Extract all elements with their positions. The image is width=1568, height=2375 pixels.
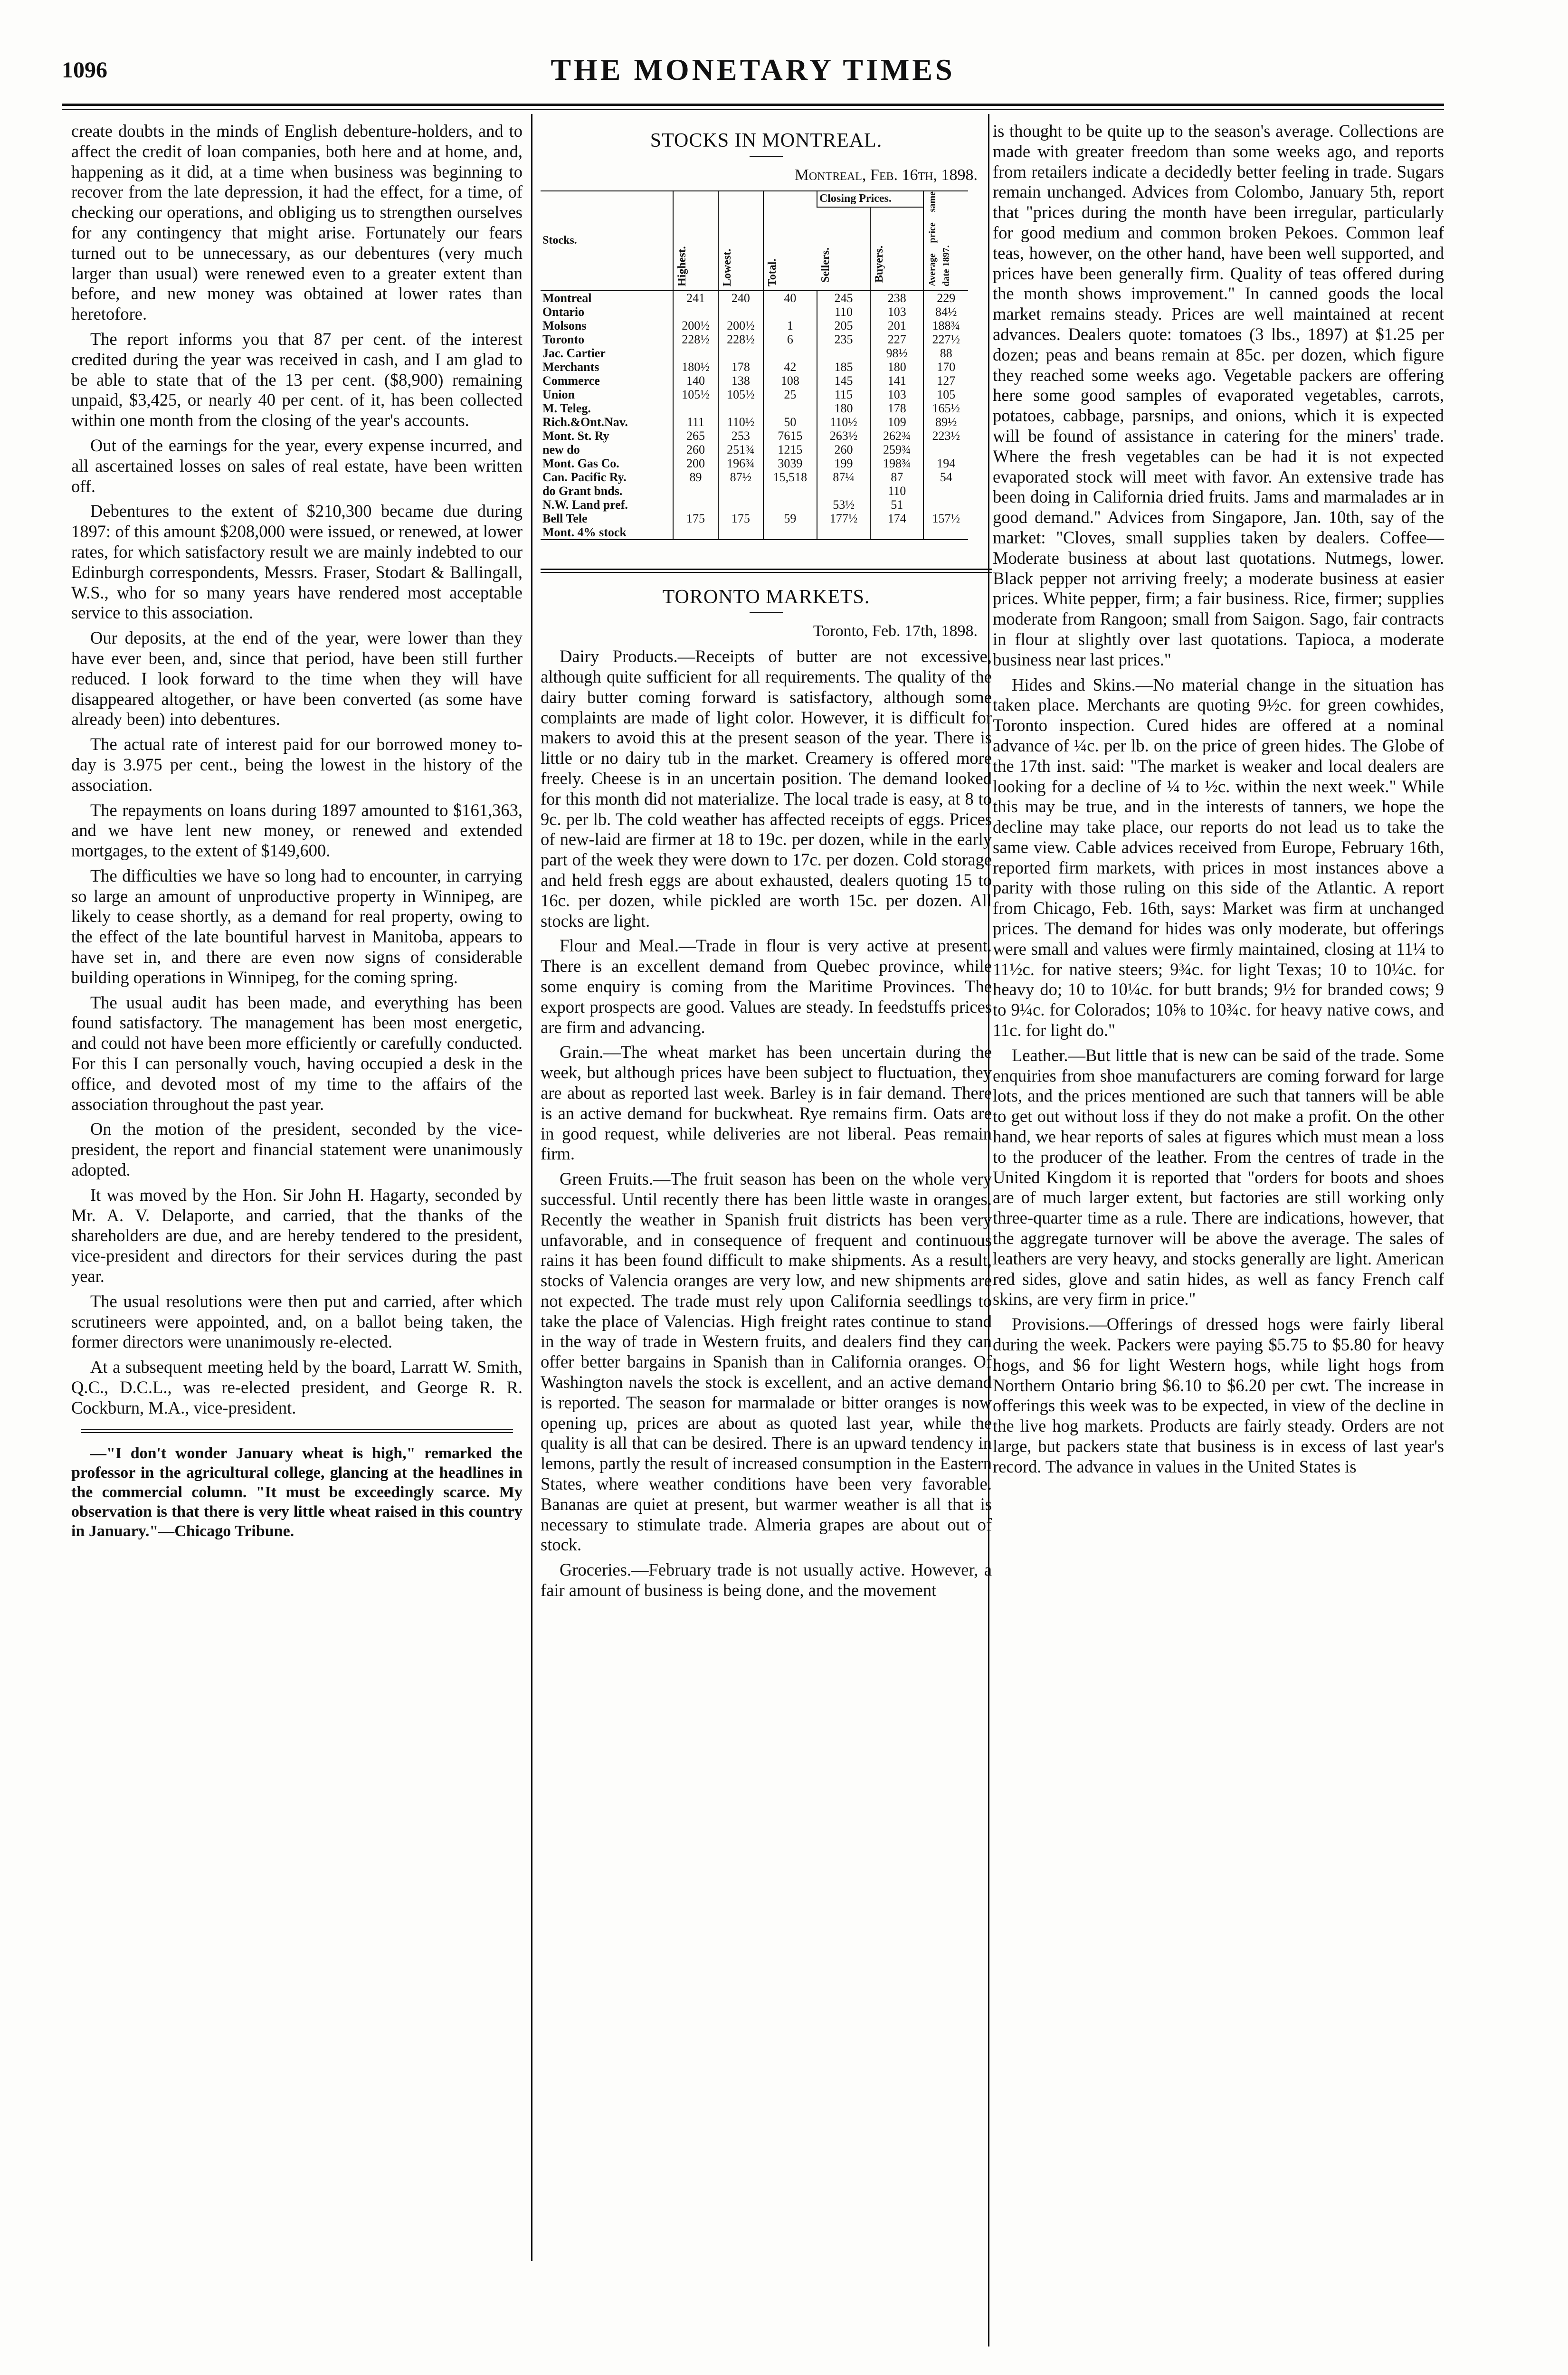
title-rule <box>750 156 783 157</box>
stock-name: Bell Tele <box>542 511 588 525</box>
stock-value: 175 <box>718 512 763 525</box>
stock-name: Montreal <box>542 291 592 305</box>
stock-value: 108 <box>763 374 817 388</box>
stock-value: 1 <box>763 319 817 332</box>
section-rule <box>541 569 992 573</box>
stock-value: 185 <box>817 360 870 374</box>
paragraph: It was moved by the Hon. Sir John H. Hagarty, seconded by Mr. A. V. Delaporte, and carried, that the thanks of the shareholders are due, and are hereby tendered to the president, vice-president and directors for their services during the past year. <box>71 1185 523 1286</box>
stock-value: 229 <box>923 291 968 305</box>
stock-value: 227 <box>870 332 923 346</box>
column-right <box>993 121 1444 1482</box>
stock-value: 238 <box>870 291 923 305</box>
stock-value: 110 <box>870 484 923 498</box>
stock-value: 198¾ <box>870 456 923 470</box>
stock-value: 115 <box>817 388 870 401</box>
stock-value: 180 <box>870 360 923 374</box>
stock-value: 205 <box>817 319 870 332</box>
paragraph: Debentures to the extent of $210,300 became due during 1897: of this amount $208,000 were issued, or renewed, at lower rates, for which satisfactory result we are mainly indebted to our Edinburgh correspondents, Messrs. Fraser, Stodart & Ballingall, W.S., who for so many years have rendered most acceptable service to this association. <box>71 501 523 623</box>
paragraph: The repayments on loans during 1897 amounted to $161,363, and we have lent new money, or renewed and extended mortgages, to the extent of $149,600. <box>71 800 523 861</box>
stock-value: 265 <box>673 429 718 443</box>
stock-value: 110 <box>817 305 870 319</box>
paragraph: Provisions.—Offerings of dressed hogs were fairly liberal during the week. Packers were paying $5.75 to $5.80 for heavy hogs, and $6 for light Western hogs, while light hogs from Northern Ontario bring $6.10 to $6.20 per cwt. The increase in offerings this week was to be expected, in view of the decline in the live hog markets. Products are fairly steady. Orders are not large, but packers state that business is in excess of last year's record. The advance in values in the United States is <box>993 1314 1444 1476</box>
stock-row <box>541 291 968 305</box>
paragraph: At a subsequent meeting held by the board, Larratt W. Smith, Q.C., D.C.L., was re-elected president, and George R. R. Cockburn, M.A., vice-president. <box>71 1357 523 1417</box>
stock-name: Molsons <box>542 318 587 332</box>
stock-value: 25 <box>763 388 817 401</box>
stock-value: 178 <box>870 401 923 415</box>
stock-value <box>817 484 870 498</box>
col-stocks: Stocks. <box>541 191 673 291</box>
stock-value: 263½ <box>817 429 870 443</box>
stock-value: 127 <box>923 374 968 388</box>
stock-value: 223½ <box>923 429 968 443</box>
stock-value <box>718 401 763 415</box>
stock-row <box>541 319 968 332</box>
stock-value: 196¾ <box>718 456 763 470</box>
stock-name: Ontario <box>542 304 585 319</box>
stock-value: 245 <box>817 291 870 305</box>
col-buyers: Buyers. <box>870 207 923 291</box>
stock-value: 240 <box>718 291 763 305</box>
column-divider <box>531 114 532 2261</box>
stock-value <box>673 346 718 360</box>
stock-value <box>763 484 817 498</box>
stock-value: 98½ <box>870 346 923 360</box>
stock-row <box>541 512 968 525</box>
stock-value: 7615 <box>763 429 817 443</box>
col-sellers: Sellers. <box>817 207 870 291</box>
paragraph: The actual rate of interest paid for our borrowed money to-day is 3.975 per cent., being the lowest in the history of the association. <box>71 734 523 795</box>
stock-value: 103 <box>870 388 923 401</box>
stock-value <box>923 525 968 540</box>
stock-value: 188¾ <box>923 319 968 332</box>
stock-value: 180½ <box>673 360 718 374</box>
stock-value: 199 <box>817 456 870 470</box>
paragraph: Grain.—The wheat market has been uncertain during the week, but although prices have been subject to fluctuation, they are about as reported last week. Barley is in fair demand. There is an active demand for buckwheat. Rye remains firm. Oats are in good request, while deliveries are not liberal. Peas remain firm. <box>541 1042 992 1164</box>
stock-value <box>673 525 718 540</box>
paragraph: Leather.—But little that is new can be said of the trade. Some enquiries from shoe manufacturers are coming forward for large lots, and the prices mentioned are such that tanners will be able to get out without loss if they do not make a profit. On the other hand, we hear reports of sales at figures which must mean a loss to the producer of the leather. From the centres of trade in the United Kingdom it is reported that "orders for boots and shoes are of much larger extent, but factories are still working only three-quarter time as a rule. There are indications, however, that the aggregate turnover will be above the average. The sales of leathers are very heavy, and stocks generally are light. American red sides, glove and satin hides, as well as fancy French calf skins, are very firm in price." <box>993 1045 1444 1309</box>
stock-value: 228½ <box>673 332 718 346</box>
stock-row <box>541 498 968 512</box>
paragraph: Hides and Skins.—No material change in the situation has taken place. Merchants are quoting 9½c. for green cowhides, Toronto inspection. Cured hides are offered at a nominal advance of ¼c. per lb. on the price of green hides. The Globe of the 17th inst. said: "The market is weaker and local dealers are looking for a decline of ¼ to ½c. within the next week." While this may be true, and in the interests of tanners, we hope the decline may take place, our reports do not lead us to take the same view. Cable advices received from Europe, February 16th, reported firm markets, with prices in most instances above a parity with those ruling on this side of the Atlantic. A report from Chicago, Feb. 16th, says: Market was firm at unchanged prices. The demand for hides was only moderate, but offerings were small and values were firmly maintained, closing at 11¼ to 11½c. for native steers; 9¾c. for light Texas; 10 to 10¼c. for heavy do; 10 to 10¼c. for butt brands; 9½ for branded cows; 9 to 9¼c. for Colorados; 10⅝ to 10¾c. for heavy native cows, and 11c. for light do." <box>993 674 1444 1040</box>
stock-row <box>541 305 968 319</box>
paragraph: Dairy Products.—Receipts of butter are not excessive, although quite sufficient for all requirements. The quality of the dairy butter coming forward is satisfactory, although some complaints are made of light color. However, it is difficult for makers to avoid this at the present season of the year. There is little or no dairy tub in the market. Creamery is offered more freely. Cheese is in an uncertain position. The demand looked for this month did not materialize. The local trade is easy, at 8 to 9c. per lb. The cold weather has affected receipts of eggs. Prices of new-laid are firmer at 18 to 19c. per dozen, while in the early part of the week they were down to 17c. per dozen. Cold storage and held fresh eggs are about exhausted, dealers quoting 15 to 16c. per dozen, while pickled are worth 15c. per dozen. All stocks are light. <box>541 646 992 931</box>
stock-value <box>718 484 763 498</box>
stock-value: 50 <box>763 415 817 429</box>
header-rule-thin <box>62 109 1444 110</box>
stock-name: Toronto <box>542 332 585 346</box>
quote-paragraph: —"I don't wonder January wheat is high," remarked the professor in the agricultural college, glancing at the headlines in the commercial column. "It must be exceedingly scarce. My observation is that there is very little wheat raised in this country in January."—Chicago Tribune. <box>71 1444 523 1540</box>
stock-value <box>763 346 817 360</box>
stock-name: Mont. St. Ry <box>542 428 609 443</box>
paragraph: The difficulties we have so long had to encounter, in carrying so large an amount of unproductive property in Winnipeg, are likely to cease shortly, as a demand for real property, owing to the effect of the late bountiful harvest in Manitoba, appears to have set in, and there are even now signs of considerable building operations in Winnipeg, for the coming spring. <box>71 865 523 987</box>
stock-value: 84½ <box>923 305 968 319</box>
stock-value: 140 <box>673 374 718 388</box>
column-middle <box>541 121 992 1606</box>
stock-value <box>673 401 718 415</box>
stock-row <box>541 374 968 388</box>
stock-value: 6 <box>763 332 817 346</box>
toronto-title: TORONTO MARKETS. <box>662 586 870 608</box>
col-total: Total. <box>763 191 817 291</box>
stock-row <box>541 415 968 429</box>
toronto-dateline: Toronto, Feb. 17th, 1898. <box>813 622 978 640</box>
stock-value: 138 <box>718 374 763 388</box>
stock-row <box>541 525 968 540</box>
stock-value <box>923 443 968 456</box>
stock-value: 89 <box>673 470 718 484</box>
stock-value: 89½ <box>923 415 968 429</box>
stock-value: 88 <box>923 346 968 360</box>
stock-value <box>817 346 870 360</box>
stock-value: 145 <box>817 374 870 388</box>
paragraph: create doubts in the minds of English debenture-holders, and to affect the credit of loan companies, both here and at home, and, happening as it did, at a time when business was beginning to recover from the late depression, it had the effect, for a time, of checking our operations, and obliging us to strengthen ourselves for any contingency that might arise. Fortunately our fears turned out to be unnecessary, as our debentures (very much larger than usual) were renewed even to a greater extent than before, and new money was obtained at lower rates than heretofore. <box>71 121 523 324</box>
stock-name: N.W. Land pref. <box>542 497 628 512</box>
stock-row <box>541 332 968 346</box>
stock-value: 228½ <box>718 332 763 346</box>
stock-value: 87 <box>870 470 923 484</box>
stock-value <box>673 498 718 512</box>
stock-value <box>718 305 763 319</box>
stock-value: 260 <box>673 443 718 456</box>
paragraph: is thought to be quite up to the season's average. Collections are made with greater freedom than some weeks ago, and reports from retailers indicate a decidedly better feeling in trade. Sugars remain unchanged. Advices from Colombo, January 5th, report that "prices during the month have been irregular, particularly for good medium and common broken Pekoes. Common leaf teas, however, on the other hand, have been well supported, and prices have been generally firm. Quality of teas offered during the month shows improvement." In canned goods the local market remains steady. Prices are well maintained at recent advances. Dealers quote: tomatoes (3 lbs., 1897) at $1.25 per dozen; peas and beans remain at 85c. per dozen, which figure they reached some weeks ago. Vegetable packers are offering here some good samples of evaporated vegetables, carrots, potatoes, cabbage, parsnips, and onions, which it is expected will be found of assistance in catering for the miners' trade. Where the fresh vegetables can be had it is not expected evaporated stock will meet with favor. An extensive trade has been doing in California dried fruits. Jams and marmalades ar in good demand." Advices from Singapore, Jan. 10th, say of the market: "Cloves, small supplies taken by dealers. Coffee—Moderate business at about last quotations. Nutmegs, lower. Black pepper not arriving freely; a moderate business at easier prices. White pepper, firm; a fair business. Rice, firmer; supplies moderate from Rangoon; small from Saigon. Sago, fair contracts in flour at slightly over last quotations. Tapioca, a moderate business near last prices." <box>993 121 1444 669</box>
stock-value: 111 <box>673 415 718 429</box>
stock-value: 1215 <box>763 443 817 456</box>
paragraph: Out of the earnings for the year, every expense incurred, and all ascertained losses on sales of real estate, have been written off. <box>71 435 523 496</box>
column-left <box>71 121 523 1546</box>
stocks-table <box>541 190 968 540</box>
stock-value: 54 <box>923 470 968 484</box>
stock-value: 157½ <box>923 512 968 525</box>
stock-value: 51 <box>870 498 923 512</box>
stock-value: 109 <box>870 415 923 429</box>
paragraph: The report informs you that 87 per cent. of the interest credited during the year was received in cash, and I am glad to be able to state that of the 13 per cent. ($8,900) remaining unpaid, $3,425, or nearly 40 per cent. of it, has been collected within one month from the closing of the year's accounts. <box>71 329 523 430</box>
header-rule <box>62 104 1444 106</box>
stock-value: 59 <box>763 512 817 525</box>
stock-name: Commerce <box>542 373 600 388</box>
stock-value: 227½ <box>923 332 968 346</box>
stock-value: 105 <box>923 388 968 401</box>
stock-value: 105½ <box>718 388 763 401</box>
stock-value: 241 <box>673 291 718 305</box>
stock-value <box>817 525 870 540</box>
stock-value <box>923 484 968 498</box>
stock-value: 178 <box>718 360 763 374</box>
page-header <box>62 52 1444 95</box>
stock-value: 180 <box>817 401 870 415</box>
title-rule <box>750 612 783 613</box>
stock-value: 174 <box>870 512 923 525</box>
stock-value: 251¾ <box>718 443 763 456</box>
stocks-dateline: Montreal, Feb. 16th, 1898. <box>794 166 978 184</box>
stock-value: 260 <box>817 443 870 456</box>
stock-name: Mont. 4% stock <box>541 525 673 540</box>
paragraph: Groceries.—February trade is not usually active. However, a fair amount of business is being done, and the movement <box>541 1560 992 1600</box>
stock-name: M. Teleg. <box>542 401 591 415</box>
stock-value: 40 <box>763 291 817 305</box>
paragraph: Flour and Meal.—Trade in flour is very active at present. There is an excellent demand from Quebec province, while some enquiry is coming from the Maritime Provinces. The export prospects are good. Values are steady. In feedstuffs prices are firm and advancing. <box>541 936 992 1037</box>
col-closing-prices: Closing Prices. <box>817 191 924 207</box>
stock-row <box>541 484 968 498</box>
stock-row <box>541 360 968 374</box>
stock-value: 87½ <box>718 470 763 484</box>
stock-value <box>763 525 817 540</box>
paragraph: Our deposits, at the end of the year, were lower than they have ever been, and, since that period, have been still further reduced. I look forward to the time when they will have disappeared altogether, or have been converted (as some have already been) into debentures. <box>71 628 523 729</box>
stock-value: 87¼ <box>817 470 870 484</box>
stock-value <box>763 401 817 415</box>
stock-value <box>870 525 923 540</box>
paragraph: The usual resolutions were then put and carried, after which scrutineers were appointed, and, on a ballot being taken, the former directors were unanimously re-elected. <box>71 1291 523 1352</box>
stock-value: 165½ <box>923 401 968 415</box>
stock-value: 200 <box>673 456 718 470</box>
col-average: Average price same date 1897. <box>923 191 968 291</box>
stock-value: 200½ <box>718 319 763 332</box>
stock-row <box>541 443 968 456</box>
section-rule <box>81 1429 513 1433</box>
stock-name: new do <box>542 442 580 456</box>
stock-value <box>673 305 718 319</box>
stock-value: 15,518 <box>763 470 817 484</box>
stock-name: do Grant bnds. <box>542 484 623 498</box>
stock-value: 175 <box>673 512 718 525</box>
stock-value: 103 <box>870 305 923 319</box>
masthead-title: THE MONETARY TIMES <box>551 53 955 86</box>
stock-value: 200½ <box>673 319 718 332</box>
stock-value: 42 <box>763 360 817 374</box>
stock-value: 105½ <box>673 388 718 401</box>
paragraph: The usual audit has been made, and everything has been found satisfactory. The management has been most energetic, and could not have been more efficiently or carefully conducted. For this I can personally vouch, having occupied a desk in the office, and devoted most of my time to the affairs of the association throughout the past year. <box>71 992 523 1114</box>
stock-value: 177½ <box>817 512 870 525</box>
page-number: 1096 <box>62 57 107 83</box>
col-lowest: Lowest. <box>718 191 763 291</box>
stock-value: 194 <box>923 456 968 470</box>
stock-value <box>763 498 817 512</box>
stock-name: Jac. Cartier <box>542 346 606 360</box>
stock-value <box>923 498 968 512</box>
stock-row <box>541 401 968 415</box>
stock-value: 110½ <box>718 415 763 429</box>
stock-row <box>541 346 968 360</box>
stock-value <box>718 346 763 360</box>
stock-row <box>541 470 968 484</box>
stock-value: 141 <box>870 374 923 388</box>
stock-value: 259¾ <box>870 443 923 456</box>
stock-value <box>763 305 817 319</box>
stock-value <box>718 525 763 540</box>
stocks-title: STOCKS IN MONTREAL. <box>650 130 883 152</box>
stock-name: Mont. Gas Co. <box>542 456 619 470</box>
stock-value: 253 <box>718 429 763 443</box>
stock-row <box>541 388 968 401</box>
stock-value: 53½ <box>817 498 870 512</box>
stock-value: 201 <box>870 319 923 332</box>
stock-value: 110½ <box>817 415 870 429</box>
stock-row <box>541 429 968 443</box>
stock-value <box>718 498 763 512</box>
col-highest: Highest. <box>673 191 718 291</box>
stock-value: 170 <box>923 360 968 374</box>
stock-name: Rich.&Ont.Nav. <box>542 415 628 429</box>
stock-row <box>541 456 968 470</box>
stock-name: Merchants <box>542 360 599 374</box>
stock-value: 3039 <box>763 456 817 470</box>
stock-value: 235 <box>817 332 870 346</box>
paragraph: On the motion of the president, seconded by the vice-president, the report and financial statement were unanimously adopted. <box>71 1119 523 1180</box>
stock-value: 262¾ <box>870 429 923 443</box>
stock-name: Can. Pacific Ry. <box>542 470 627 484</box>
paragraph: Green Fruits.—The fruit season has been on the whole very successful. Until recently there has been little waste in oranges. Recently the weather in Spanish fruit districts has been very unfavorable, and in consequence of frequent and continuous rains it has been found difficult to make shipments. As a result, stocks of Valencia oranges are very low, and new shipments are not expected. The trade must rely upon California seedlings to take the place of Valencias. High freight rates continue to stand in the way of trade in Western fruits, and dealers find they can offer better bargains in Spanish than in California oranges. Of Washington navels the stock is excellent, and an active demand is reported. The season for marmalade or bitter oranges is now opening up, prices are about as quoted last year, while the quality is all that can be desired. There is an upward tendency in lemons, partly the result of increased consumption in the Eastern States, where weather conditions have been very favorable. Bananas are quiet at present, but warmer weather is all that is necessary to stimulate trade. Almeria grapes are about out of stock. <box>541 1169 992 1555</box>
stock-name: Union <box>542 387 575 401</box>
stock-value <box>673 484 718 498</box>
